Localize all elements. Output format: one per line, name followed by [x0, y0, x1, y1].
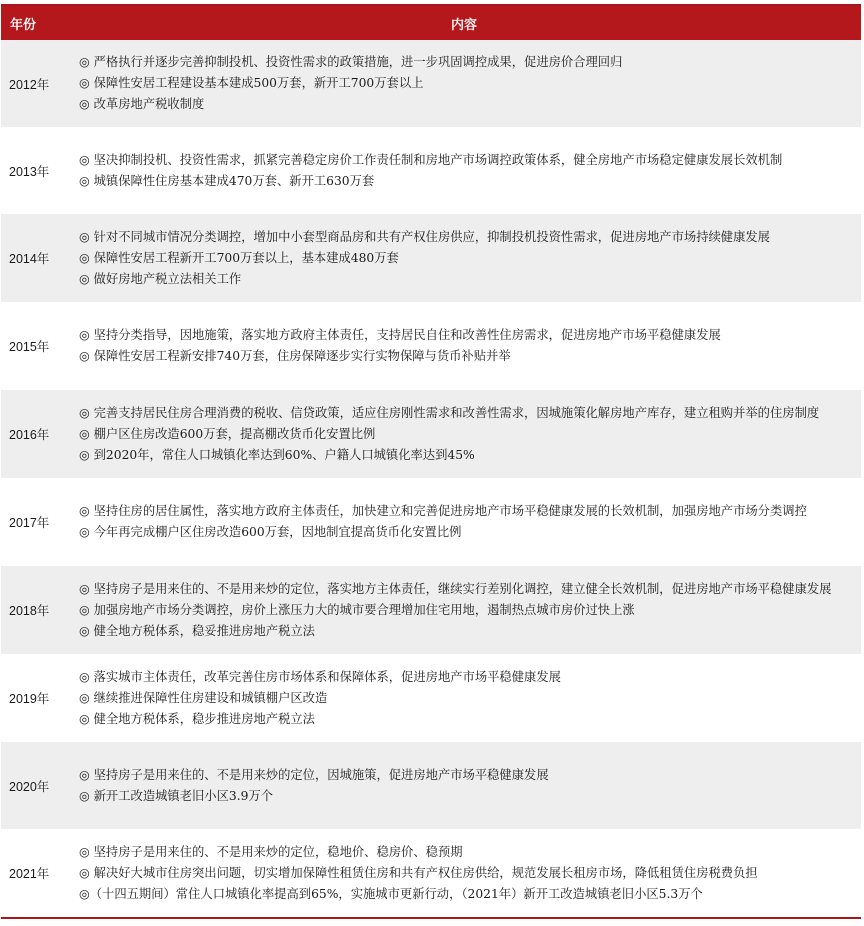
policy-item: ◎ 今年再完成棚户区住房改造600万套，因地制宜提高货币化安置比例 [79, 525, 462, 539]
policy-table-container [1, 4, 861, 919]
row-year: 2020年 [1, 742, 67, 829]
row-content [67, 742, 861, 829]
table-header [1, 6, 861, 40]
policy-item: ◎ 严格执行并逐步完善抑制投机、投资性需求的政策措施，进一步巩固调控成果，促进房价合理回归 [79, 55, 623, 69]
row-year: 2016年 [1, 390, 67, 478]
row-year: 2021年 [1, 829, 67, 917]
row-year: 2019年 [1, 654, 67, 742]
policy-item: ◎ 城镇保障性住房基本建成470万套、新开工630万套 [79, 173, 375, 188]
policy-item: ◎ 解决好大城市住房突出问题，切实增加保障性租赁住房和共有产权住房供给，规范发展长租房市场，降低租赁住房税费负担 [79, 865, 758, 880]
policy-item: ◎ 坚持住房的居住属性，落实地方政府主体责任，加快建立和完善促进房地产市场平稳健康发展的长效机制，加强房地产市场分类调控 [79, 504, 807, 518]
table-row [1, 742, 861, 829]
policy-item: ◎ 继续推进保障性住房建设和城镇棚户区改造 [79, 690, 328, 705]
policy-item: ◎ 健全地方税体系，稳步推进房地产税立法 [79, 711, 315, 726]
policy-table [1, 40, 861, 917]
policy-item: ◎ 改革房地产税收制度 [79, 97, 205, 111]
table-row [1, 654, 861, 742]
policy-item: ◎ 坚持房子是用来住的、不是用来炒的定位，落实地方主体责任，继续实行差别化调控，建立健全长效机制，促进房地产市场平稳健康发展 [79, 581, 832, 596]
policy-item: ◎ 到2020年，常住人口城镇化率达到60%、户籍人口城镇化率达到45% [79, 447, 475, 462]
row-content [67, 40, 861, 127]
policy-item: ◎ 做好房地产税立法相关工作 [79, 271, 242, 286]
policy-item: ◎ 加强房地产市场分类调控，房价上涨压力大的城市要合理增加住宅用地，遏制热点城市房价过快上涨 [79, 602, 635, 617]
row-content [67, 127, 861, 214]
table-row [1, 40, 861, 127]
row-year: 2017年 [1, 478, 67, 566]
row-year: 2013年 [1, 127, 67, 214]
policy-item: ◎ 健全地方税体系，稳妥推进房地产税立法 [79, 623, 315, 638]
table-row [1, 390, 861, 478]
policy-item: ◎ 保障性安居工程新开工700万套以上，基本建成480万套 [79, 250, 399, 265]
policy-item: ◎ 落实城市主体责任，改革完善住房市场体系和保障体系，促进房地产市场平稳健康发展 [79, 669, 561, 684]
row-content [67, 566, 861, 654]
row-content [67, 829, 861, 917]
policy-item: ◎ 保障性安居工程新安排740万套，住房保障逐步实行实物保障与货币补贴并举 [79, 349, 511, 363]
row-content [67, 478, 861, 566]
row-content [67, 302, 861, 390]
header-year: 年份 [10, 17, 37, 33]
policy-item: ◎ 坚决抑制投机、投资性需求，抓紧完善稳定房价工作责任制和房地产市场调控政策体系，健全房地产市场稳定健康发展长效机制 [79, 152, 783, 167]
table-row [1, 478, 861, 566]
policy-item: ◎ 坚持分类指导，因地施策，落实地方政府主体责任，支持居民自住和改善性住房需求，促进房地产市场平稳健康发展 [79, 328, 721, 342]
table-row [1, 829, 861, 917]
policy-item: ◎ 新开工改造城镇老旧小区3.9万个 [79, 788, 274, 803]
table-row [1, 127, 861, 214]
table-row [1, 214, 861, 302]
table-row [1, 566, 861, 654]
row-content [67, 654, 861, 742]
policy-item: ◎ 坚持房子是用来住的、不是用来炒的定位，因城施策，促进房地产市场平稳健康发展 [79, 767, 549, 782]
row-year: 2018年 [1, 566, 67, 654]
row-content [67, 390, 861, 478]
policy-item: ◎ 针对不同城市情况分类调控，增加中小套型商品房和共有产权住房供应，抑制投机投资性需求，促进房地产市场持续健康发展 [79, 229, 770, 244]
header-content: 内容 [450, 17, 477, 33]
row-content [67, 214, 861, 302]
row-year: 2014年 [1, 214, 67, 302]
policy-item: ◎ 坚持房子是用来住的、不是用来炒的定位，稳地价、稳房价、稳预期 [79, 844, 463, 859]
table-row [1, 302, 861, 390]
policy-item: ◎ 保障性安居工程建设基本建成500万套，新开工700万套以上 [79, 76, 424, 90]
policy-item: ◎ 完善支持居民住房合理消费的税收、信贷政策，适应住房刚性需求和改善性需求，因城施策化解房地产库存，建立租购并举的住房制度 [79, 405, 820, 420]
row-year: 2015年 [1, 302, 67, 390]
policy-item: ◎ 棚户区住房改造600万套，提高棚改货币化安置比例 [79, 426, 376, 441]
policy-item: ◎（十四五期间）常住人口城镇化率提高到65%，实施城市更新行动，（2021年）新开工改造城镇老旧小区5.3万个 [79, 886, 703, 901]
bottom-rule [1, 917, 861, 919]
row-year: 2012年 [1, 40, 67, 127]
